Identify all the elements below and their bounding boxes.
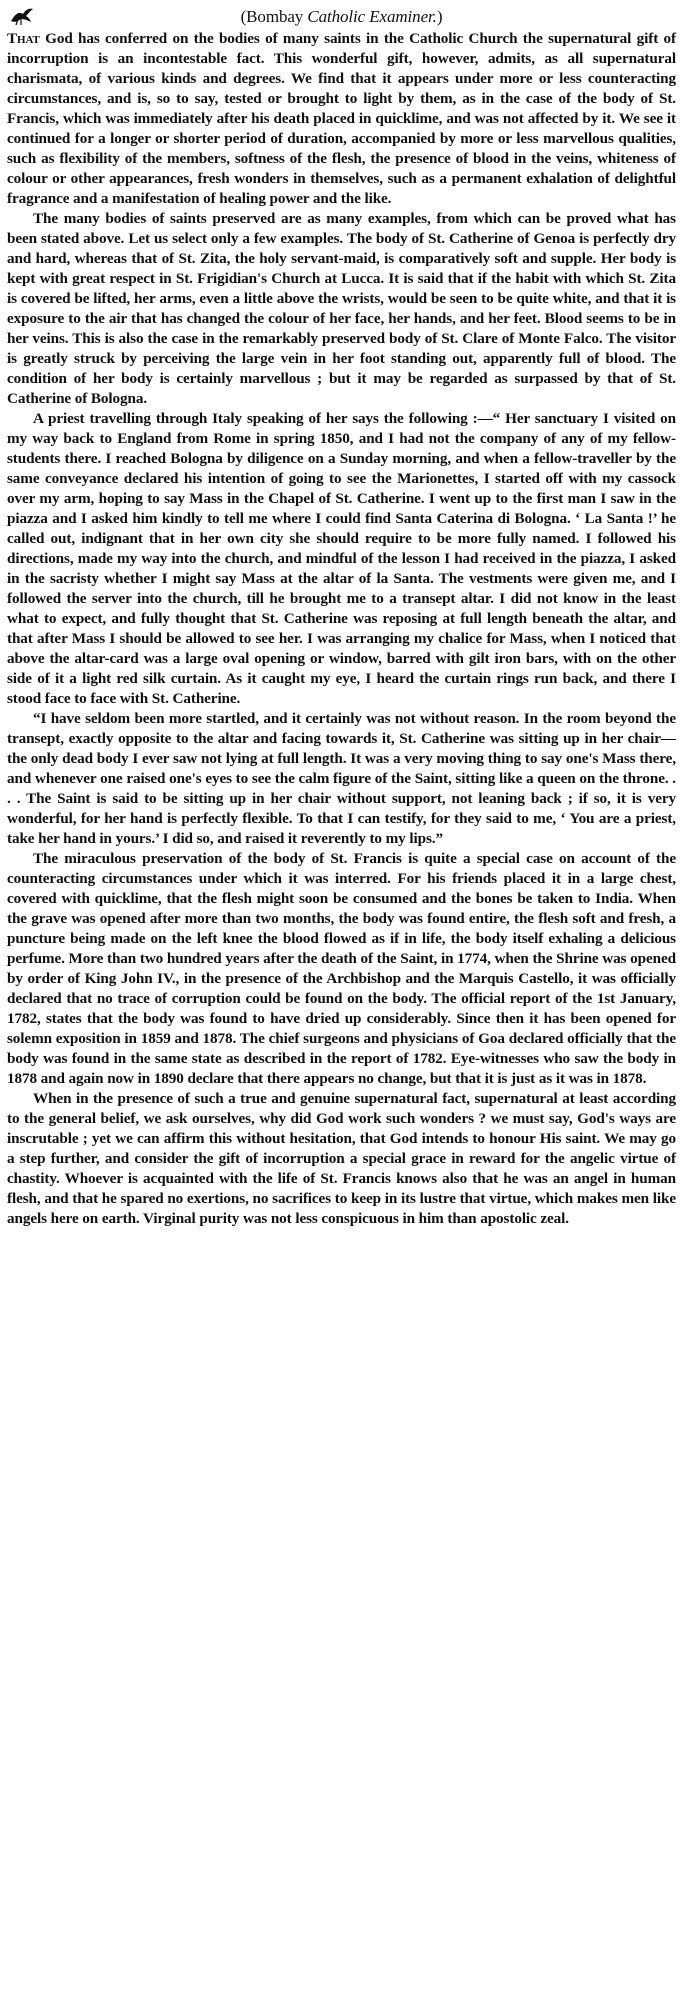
paragraph-text: God has conferred on the bodies of many saints in the Catholic Church the supernatural gift of incorruption is an incontestable fact. This wonderful gift, however, admits, as all supernatural charismata, of various kinds and degrees. We find that it appears under more or less counteracting circumstances, and is, so to say, tested or brought to light by them, as in the case of the body of St. Francis, which was immediately after his death placed in quicklime, and was not affected by it. We see it continued for a longer or shorter period of duration, accompanied by more or less marvellous qualities, such as flexibility of the members, softness of the flesh, the presence of blood in the veins, whiteness of colour or other appearances, fresh wonders in themselves, such as a permanent exhalation of delightful fragrance and a manifestation of healing power and the like. (7, 30, 676, 207)
masthead (7, 6, 676, 28)
paragraph-2 (7, 209, 676, 409)
paragraph-3 (7, 409, 676, 709)
paragraph-4 (7, 709, 676, 849)
paragraph-text: “I have seldom been more startled, and it certainly was not without reason. In the room beyond the transept, exactly opposite to the altar and facing towards it, St. Catherine was sitting up in her chair—the only dead body I ever saw not lying at full length. It was a very moving thing to say one's Mass there, and whenever one raised one's eyes to see the calm figure of the Saint, sitting like a queen on the throne. . . . The Saint is said to be sitting up in her chair without support, not leaning back ; if so, it is very wonderful, for her hand is perfectly flexible. To that I can testify, for they said to me, ‘ You are a priest, take her hand in yours.’ I did so, and raised it reverently to my lips.” (7, 710, 676, 847)
paragraph-1 (7, 29, 676, 209)
paragraph-text: A priest travelling through Italy speaking of her says the following :—“ Her sanctuary I visited on my way back to England from Rome in spring 1850, and I had not the company of any of my fellow-students there. I reached Bologna by diligence on a Sunday morning, and when a fellow-traveller by the same conveyance declared his intention of going to see the Marionettes, I started off with my cassock over my arm, hoping to say Mass in the Chapel of St. Catherine. I went up to the first man I saw in the piazza and I asked him kindly to tell me where I could find Santa Caterina di Bologna. ‘ La Santa !’ he called out, indignant that in her own city she should require to be more fully named. I followed his directions, made my way into the church, and mindful of the lesson I had received in the piazza, I asked in the sacristy whether I might say Mass at the altar of la Santa. The vestments were given me, and I followed the server into the church, till he brought me to a transept altar. I did not know in the least what to expect, and fully thought that St. Catherine was reposing at full length beneath the altar, and that after Mass I should be allowed to see her. I was arranging my chalice for Mass, when I noticed that above the altar-card was a large oval opening or window, barred with gilt iron bars, with on the other side of it a light red silk curtain. As it caught my eye, I heard the curtain rings run back, and there I stood face to face with St. Catherine. (7, 410, 676, 707)
paragraph-5 (7, 849, 676, 1089)
masthead-open: (Bombay (240, 7, 308, 26)
paragraph-6 (7, 1089, 676, 1229)
paragraph-text: When in the presence of such a true and genuine supernatural fact, supernatural at least according to the general belief, we ask ourselves, why did God work such wonders ? we must say, God's ways are inscrutable ; yet we can affirm this without hesitation, that God intends to honour His saint. We may go a step further, and consider the gift of incorruption a special grace in reward for the angelic virtue of chastity. Whoever is acquainted with the life of St. Francis knows also that he was an angel in human flesh, and that he spared no exertions, no sacrifices to keep in its lustre that virtue, which makes men like angels here on earth. Virginal purity was not less conspicuous in him than apostolic zeal. (7, 1090, 676, 1227)
masthead-close: ) (436, 7, 443, 26)
bird-ornament-icon (9, 6, 35, 26)
paragraph-text: The miraculous preservation of the body of St. Francis is quite a special case on account of the counteracting circumstances under which it was interred. For his friends placed it in a large chest, covered with quicklime, that the flesh might soon be consumed and the bones be taken to India. When the grave was opened after more than two months, the body was found entire, the flesh soft and fresh, a puncture being made on the left knee the blood flowed as if in life, the body itself exhaling a delicious perfume. More than two hundred years after the death of the Saint, in 1774, when the Shrine was opened by order of King John IV., in the presence of the Archbishop and the Marquis Castello, it was officially declared that no trace of corruption could be found on the body. The official report of the 1st January, 1782, states that the body was found to have dried up considerably. Since then it has been opened for solemn exposition in 1859 and 1878. The chief surgeons and physicians of Goa declared officially that the body was found in the same state as described in the report of 1782. Eye-witnesses who saw the body in 1878 and again now in 1890 declare that there appears no change, but that it is just as it was in 1878. (7, 850, 676, 1087)
lead-word: That (7, 30, 40, 47)
masthead-title: Catholic Examiner. (307, 7, 437, 26)
paragraph-text: The many bodies of saints preserved are as many examples, from which can be proved what has been stated above. Let us select only a few examples. The body of St. Catherine of Genoa is perfectly dry and hard, whereas that of St. Zita, the holy servant-maid, is comparatively soft and supple. Her body is kept with great respect in St. Frigidian's Church at Lucca. It is said that if the habit with which St. Zita is covered be lifted, her arms, even a little above the wrists, would be seen to be quite white, and that it is exposure to the air that has changed the colour of her face, her hands, and her feet. Blood seems to be in her veins. This is also the case in the remarkably preserved body of St. Clare of Monte Falco. The visitor is greatly struck by perceiving the large vein in her foot standing out, apparently full of blood. The condition of her body is certainly marvellous ; but it may be regarded as surpassed by that of St. Catherine of Bologna. (7, 210, 676, 407)
